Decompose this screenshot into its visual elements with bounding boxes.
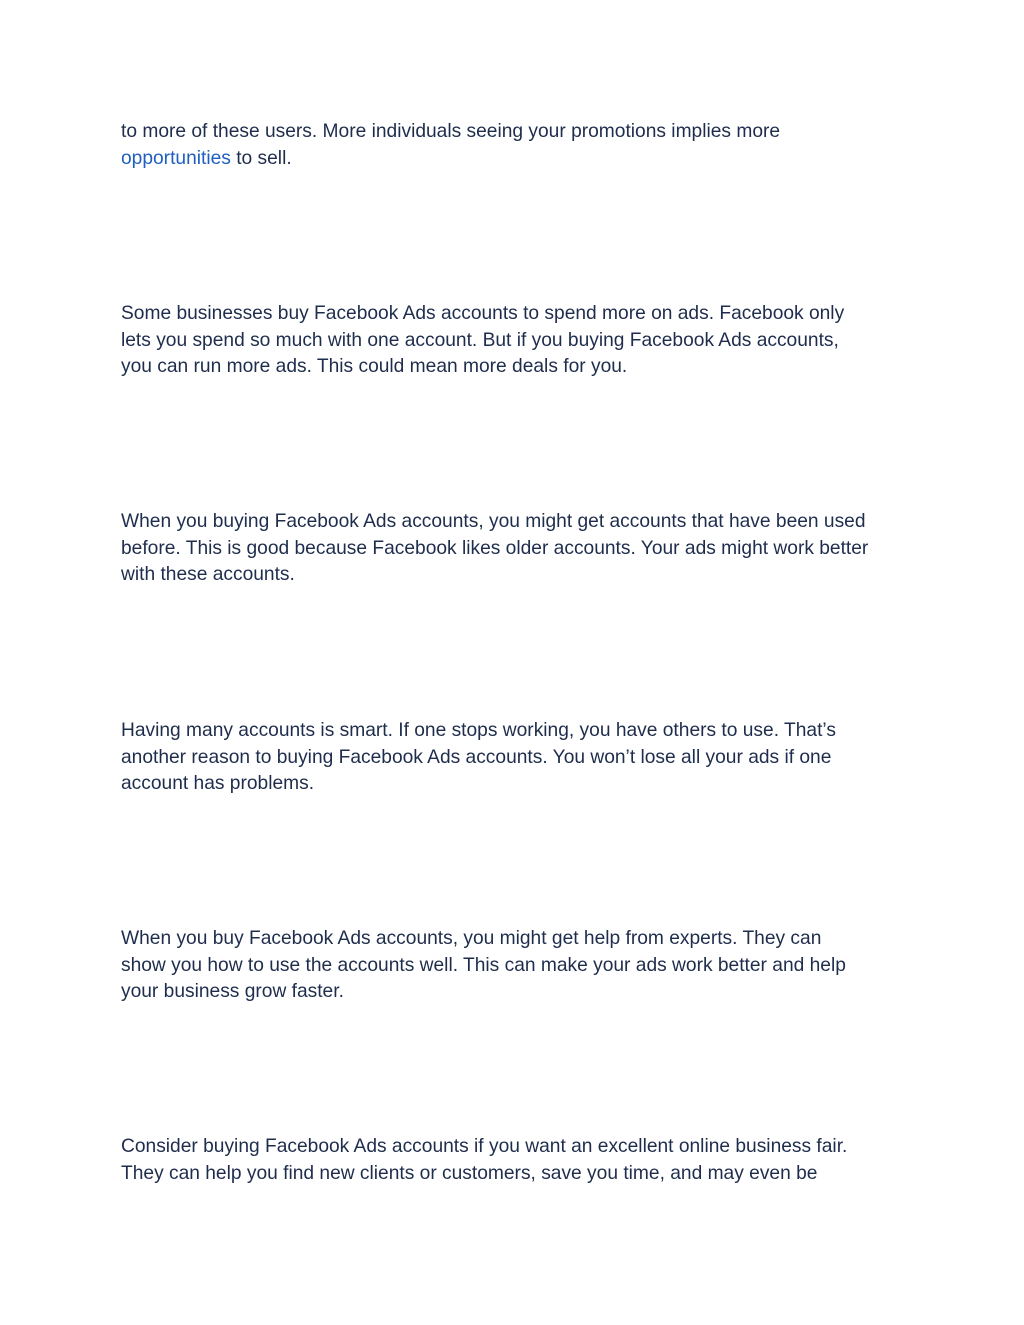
paragraph-6: Consider buying Facebook Ads accounts if you want an excellent online business fair. They can help you find new clients or customers, save you time, and may even be [121, 1136, 848, 1184]
paragraph-5: When you buy Facebook Ads accounts, you might get help from experts. They can show you how to use the accounts well. This can make your ads work better and help your business grow faster. [121, 928, 846, 1002]
paragraph-3: When you buying Facebook Ads accounts, you might get accounts that have been used before. This is good because Facebook likes older accounts. Your ads might work better with these accounts. [121, 511, 869, 585]
paragraph-1-text-end: to sell. [230, 147, 292, 169]
paragraph-2: Some businesses buy Facebook Ads accounts to spend more on ads. Facebook only lets you spend so much with one account. But if you buying Facebook Ads accounts, you can run more ads. This could mean more deals for you. [121, 303, 845, 377]
opportunities-link[interactable]: opportunities [121, 147, 231, 169]
paragraph-1-text-start: to more of these users. More individuals seeing your promotions implies more [121, 121, 781, 142]
paragraph-4: Having many accounts is smart. If one stops working, you have others to use. That’s another reason to buying Facebook Ads accounts. You won’t lose all your ads if one account has problems. [121, 720, 836, 794]
paragraph-1 [121, 119, 921, 172]
